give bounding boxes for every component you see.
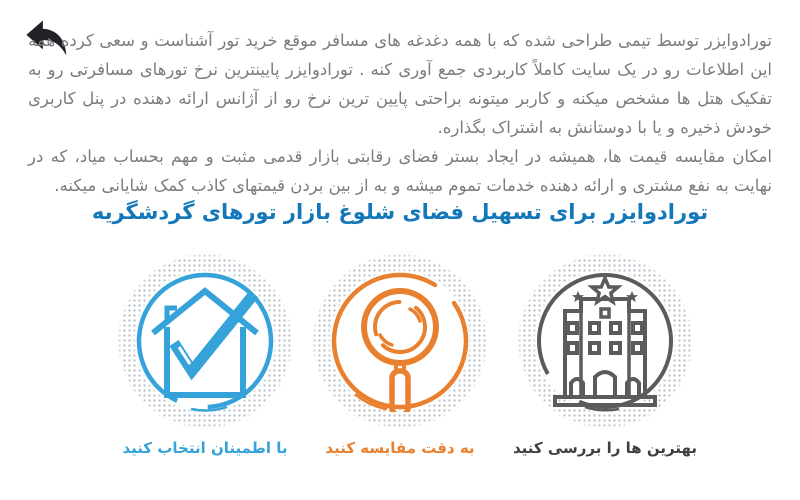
feature-label-compare: به دقت مقایسه کنید xyxy=(325,439,475,457)
features-row xyxy=(0,270,800,480)
hotel-building-icon xyxy=(534,270,676,412)
house-checkmark-icon xyxy=(134,270,276,412)
intro-paragraph-2: امکان مقایسه قیمت ها، همیشه در ایجاد بستر فضای رقابتی بازار قدمی مثبت و مهم بحساب میاد، که در نهایت به نفع مشتری و ارائه دهنده خدمات تموم میشه و به از بین بردن قیمتهای کاذب کمک شایانی میکنه. xyxy=(28,147,772,195)
feature-choose-confidently xyxy=(95,270,315,457)
page-title: تورادوایزر برای تسهیل فضای شلوغ بازار تورهای گردشگریه xyxy=(91,200,709,224)
feature-label-review: بهترین ها را بررسی کنید xyxy=(513,439,697,457)
intro-text xyxy=(28,26,772,200)
feature-label-choose: با اطمینان انتخاب کنید xyxy=(122,439,288,457)
intro-paragraph-1: تورادوایزر توسط تیمی طراحی شده که با همه دغدغه های مسافر موقع خرید تور آشناست و سعی کرده همه این اطلاعات رو در یک سایت کاملاً کاربردی جمع آوری کنه . تورادوایزر پایینترین نرخ تورهای مسافرتی رو به تفکیک هتل ها مشخص میکنه و کاربر میتونه براحتی پایین ترین نرخ رو از آژانس ارائه دهنده در پنل کاربری خودش ذخیره و یا با دوستانش به اشتراک بگذاره. xyxy=(28,31,772,137)
feature-review-best xyxy=(495,270,715,457)
feature-compare-carefully xyxy=(290,270,510,457)
magnifier-icon xyxy=(329,270,471,412)
